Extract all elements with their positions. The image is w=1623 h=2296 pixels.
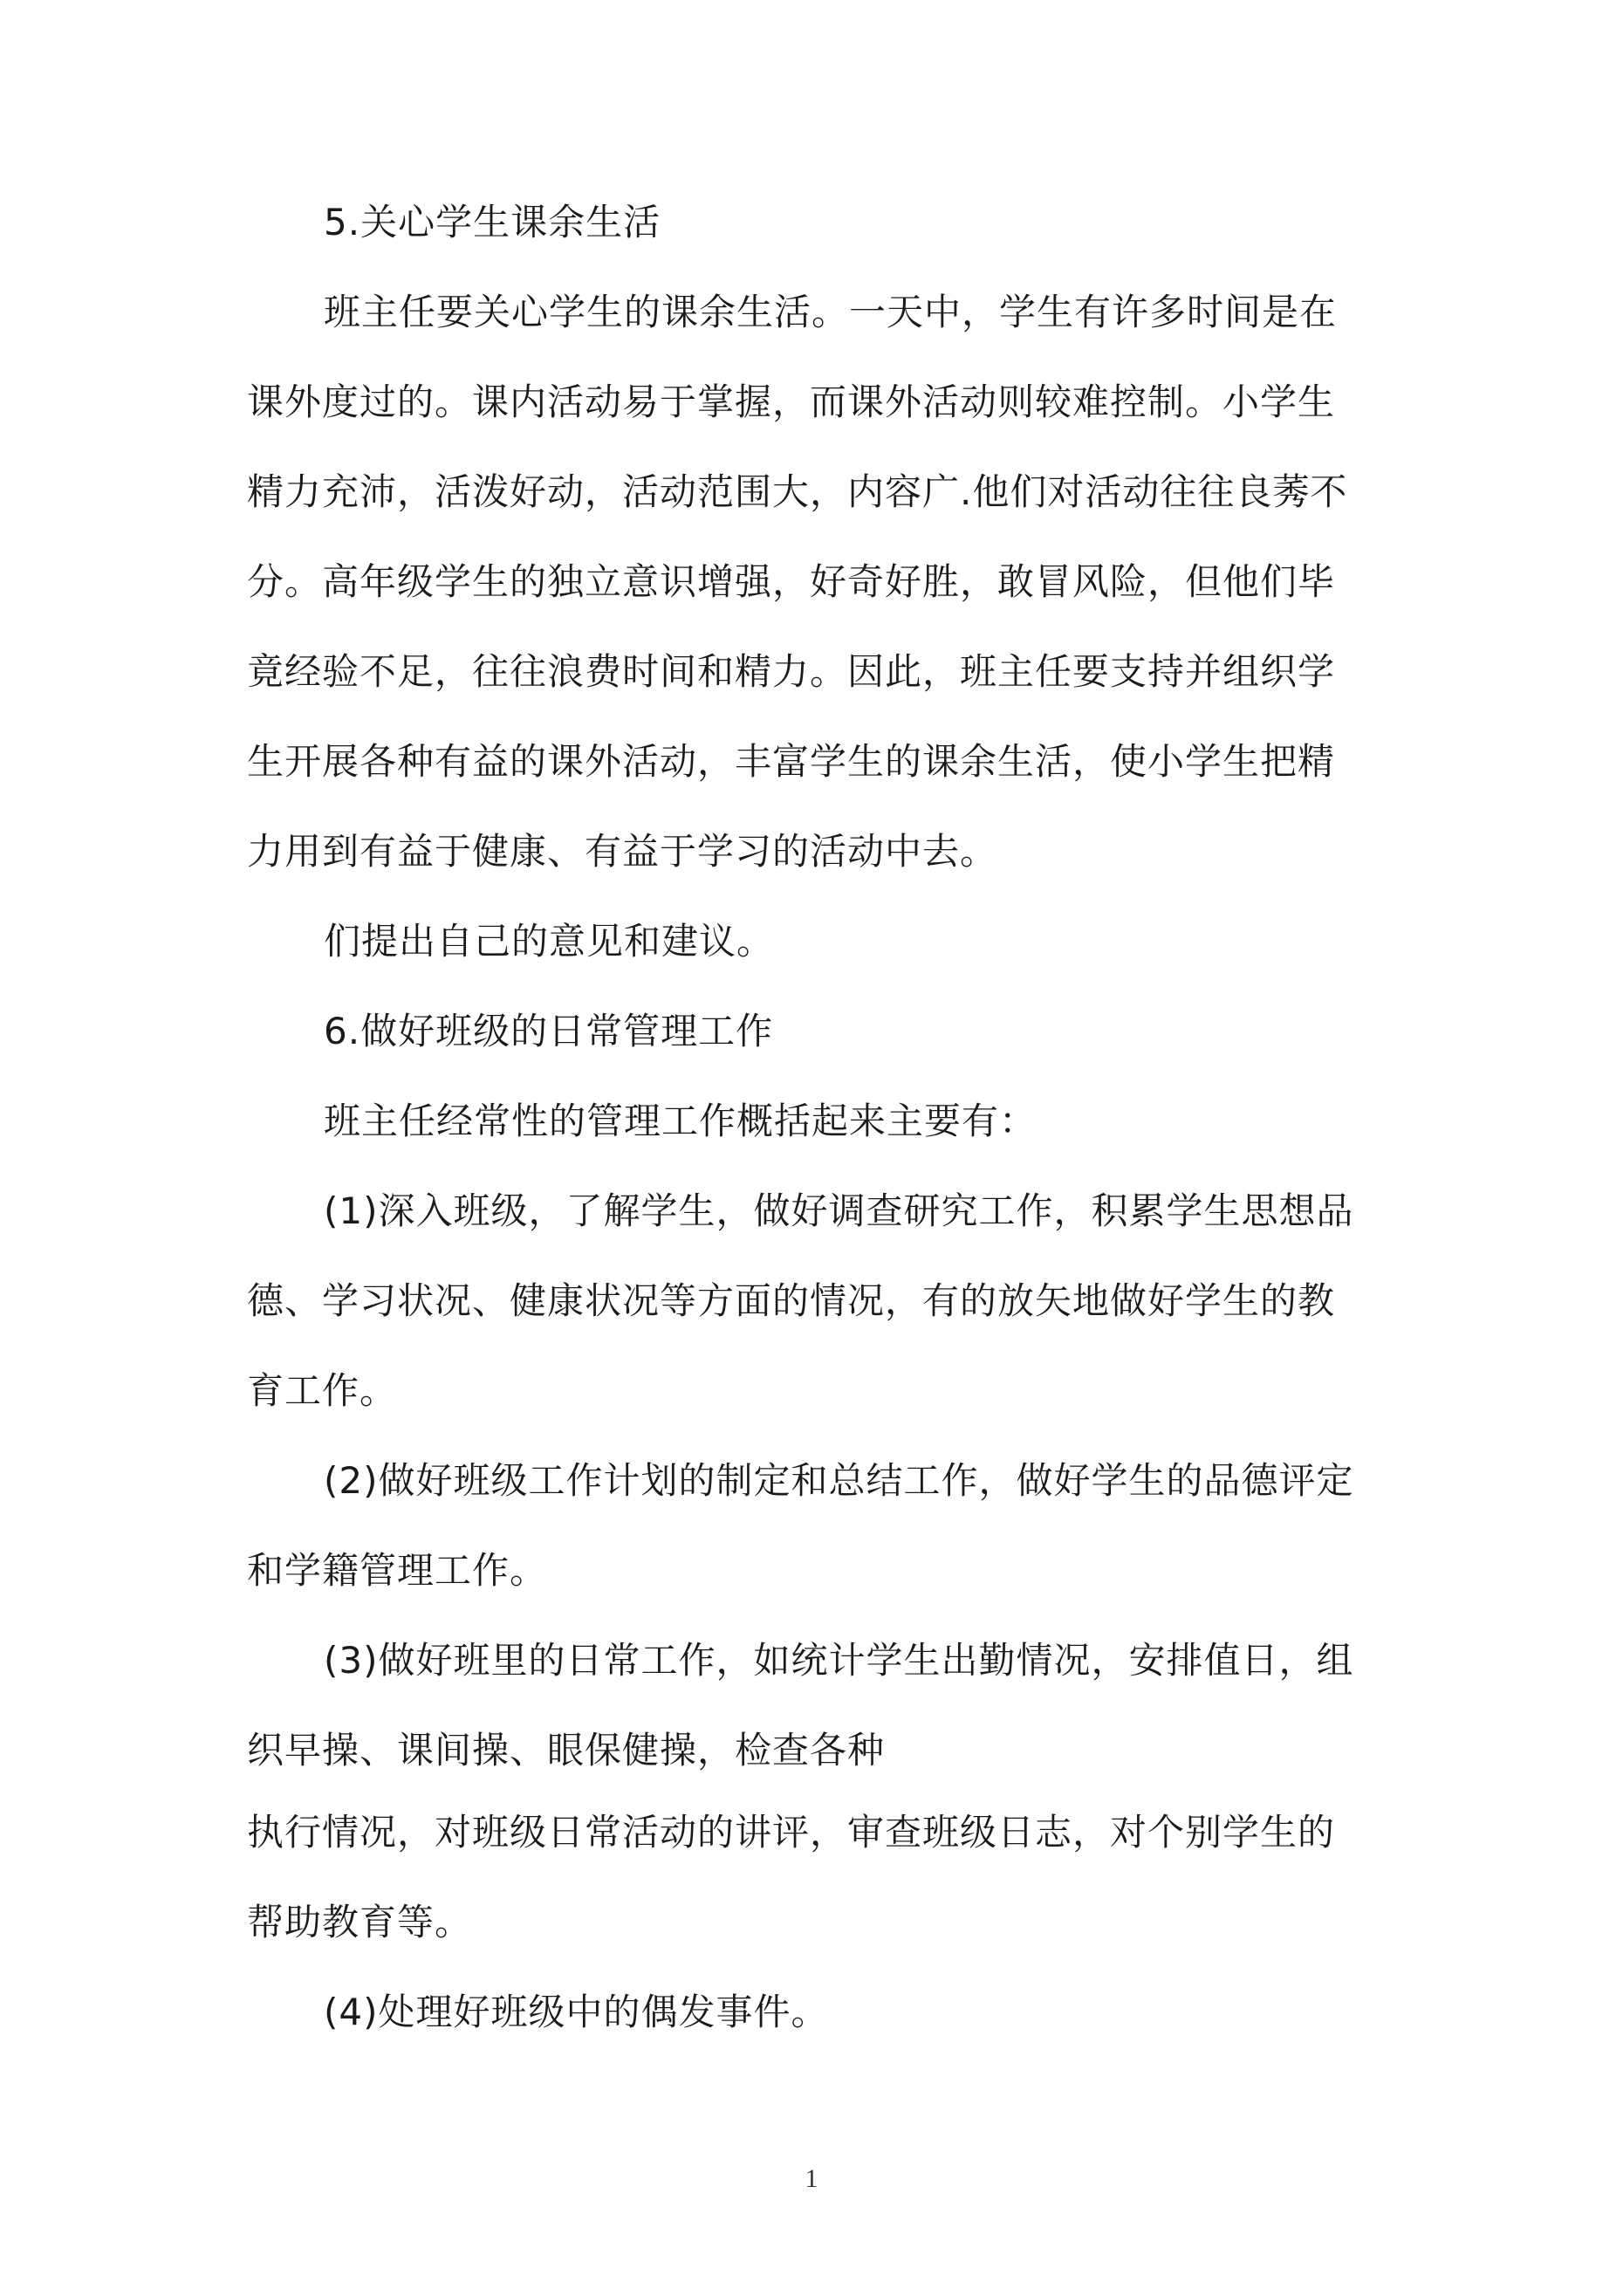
paragraph-line: 班主任要关心学生的课余生活。一天中，学生有许多时间是在: [324, 291, 1338, 333]
paragraph-line: 课外度过的。课内活动易于掌握，而课外活动则较难控制。小学生: [247, 380, 1336, 423]
paragraph-line: 竟经验不足，往往浪费时间和精力。因此，班主任要支持并组织学: [247, 650, 1336, 693]
list-item-2: (2)做好班级工作计划的制定和总结工作，做好学生的品德评定: [324, 1459, 1354, 1502]
list-item-3-cont: 执行情况，对班级日常活动的讲评，审查班级日志，对个别学生的: [247, 1811, 1336, 1854]
page-number: 1: [805, 2164, 818, 2193]
list-item-1-cont: 育工作。: [247, 1369, 398, 1412]
list-item-3: (3)做好班里的日常工作，如统计学生出勤情况，安排值日，组: [324, 1639, 1354, 1682]
list-item-1-cont: 德、学习状况、健康状况等方面的情况，有的放矢地做好学生的教: [247, 1279, 1336, 1322]
section-heading-5: 5.关心学生课余生活: [324, 201, 661, 243]
list-item-3-cont: 帮助教育等。: [247, 1901, 473, 1943]
paragraph-line: 生开展各种有益的课外活动，丰富学生的课余生活，使小学生把精: [247, 740, 1336, 783]
paragraph-line: 班主任经常性的管理工作概括起来主要有：: [324, 1100, 1037, 1142]
paragraph-line: 力用到有益于健康、有益于学习的活动中去。: [247, 830, 998, 873]
list-item-4: (4)处理好班级中的偶发事件。: [324, 1991, 829, 2033]
paragraph-line: 精力充沛，活泼好动，活动范围大，内容广.他们对活动往往良莠不: [247, 470, 1348, 513]
section-heading-6: 6.做好班级的日常管理工作: [324, 1010, 774, 1052]
list-item-2-cont: 和学籍管理工作。: [247, 1549, 548, 1592]
paragraph-line: 们提出自己的意见和建议。: [324, 920, 775, 963]
paragraph-line: 分。高年级学生的独立意识增强，好奇好胜，敢冒风险，但他们毕: [247, 560, 1336, 603]
list-item-3-cont: 织早操、课间操、眼保健操，检查各种: [247, 1729, 886, 1772]
list-item-1: (1)深入班级，了解学生，做好调查研究工作，积累学生思想品: [324, 1189, 1354, 1232]
